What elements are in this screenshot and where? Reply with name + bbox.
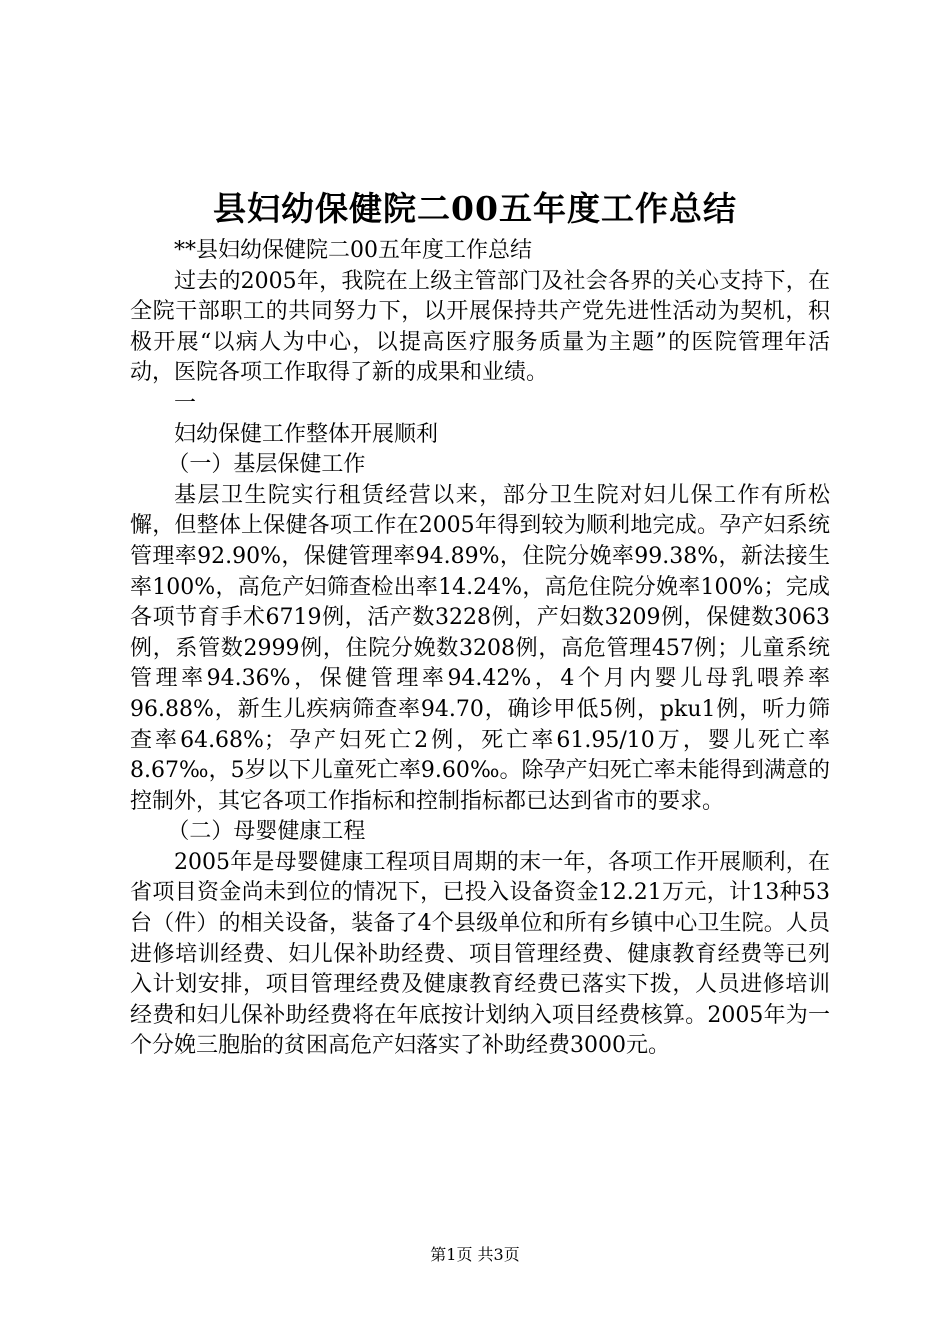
document-subtitle: **县妇幼保健院二00五年度工作总结 (174, 238, 532, 263)
page-footer: 第1页 共3页 (430, 1245, 520, 1264)
subsection-body-2: 2005年是母婴健康工程项目周期的末一年，各项工作开展顺利，在省项目资金尚未到位的情况下，已投入设备资金12.21万元，计13种53台（件）的相关设备，装备了4个县级单位和所有乡镇中心卫生院。人员进修培训经费、妇儿保补助经费、项目管理经费、健康教育经费等已列入计划安排，项目管理经费及健康教育经费已落实下拨，人员进修培训经费和妇儿保补助经费将在年底按计划纳入项目经费核算。2005年为一个分娩三胞胎的贫困高危产妇落实了补助经费3000元。 (130, 849, 830, 1059)
section-heading: 妇幼保健工作整体开展顺利 (174, 421, 439, 447)
subsection-heading-1: （一）基层保健工作 (167, 452, 366, 478)
document-body (130, 236, 830, 1062)
document-title: 县妇幼保健院二00五年度工作总结 (213, 189, 737, 228)
section-number: 一 (174, 390, 197, 416)
intro-paragraph: 过去的2005年，我院在上级主管部门及社会各界的关心支持下，在全院干部职工的共同努力下，以开展保持共产党先进性活动为契机，积极开展“以病人为中心，以提高医疗服务质量为主题”的医院管理年活动，医院各项工作取得了新的成果和业绩。 (130, 268, 830, 386)
subsection-heading-2: （二）母婴健康工程 (167, 819, 366, 845)
subsection-body-1: 基层卫生院实行租赁经营以来，部分卫生院对妇儿保工作有所松懈，但整体上保健各项工作在2005年得到较为顺利地完成。孕产妇系统管理率92.90%，保健管理率94.89%，住院分娩率99.38%，新法接生率100%，高危产妇筛查检出率14.24%，高危住院分娩率100%；完成各项节育手术6719例，活产数3228例，产妇数3209例，保健数3063例，系管数2999例，住院分娩数3208例，高危管理457例；儿童系统管理率94.36%，保健管理率94.42%，4个月内婴儿母乳喂养率96.88%，新生儿疾病筛查率94.70，确诊甲低5例，pku1例，听力筛查率64.68%；孕产妇死亡2例，死亡率61.95/10万，婴儿死亡率8.67‰，5岁以下儿童死亡率9.60‰。除孕产妇死亡率未能得到满意的控制外，其它各项工作指标和控制指标都已达到省市的要求。 (130, 482, 830, 814)
